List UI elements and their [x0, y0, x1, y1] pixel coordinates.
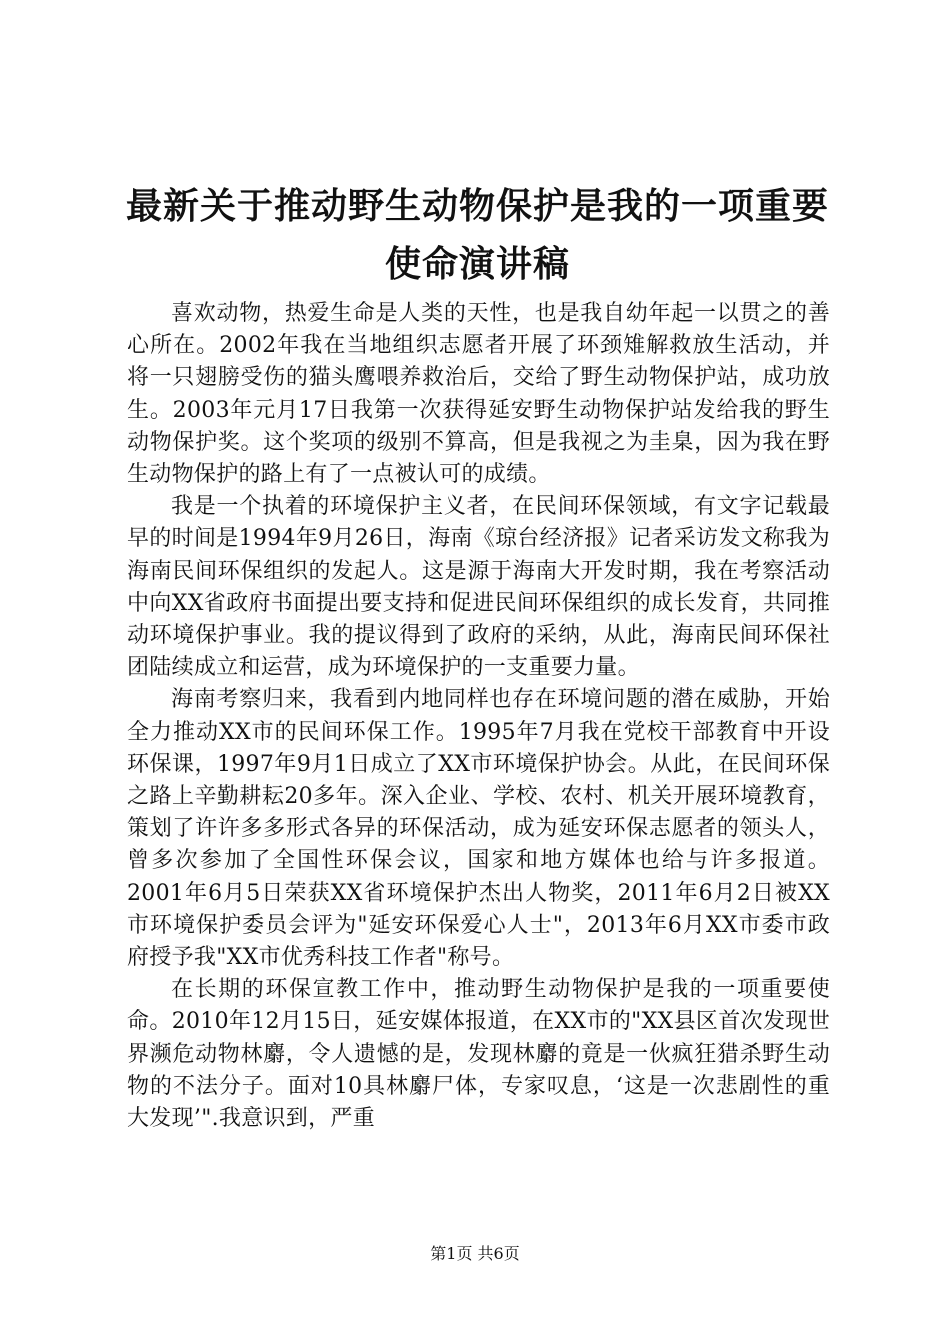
- paragraph: 在长期的环保宣教工作中，推动野生动物保护是我的一项重要使命。2010年12月15日，延安媒体报道，在XX市的"XX县区首次发现世界濒危动物林麝，令人遗憾的是，发现林麝的竟是一伙疯狂猎杀野生动物的不法分子。面对10具林麝尸体，专家叹息，‘这是一次悲剧性的重大发现’".我意识到，严重: [127, 977, 830, 1132]
- paragraph: 海南考察归来，我看到内地同样也存在环境问题的潜在威胁，开始全力推动XX市的民间环保工作。1995年7月我在党校干部教育中开设环保课，1997年9月1日成立了XX市环境保护协会。从此，在民间环保之路上辛勤耕耘20多年。深入企业、学校、农村、机关开展环境教育，策划了许许多多形式各异的环保活动，成为延安环保志愿者的领头人，曾多次参加了全国性环保会议，国家和地方媒体也给与许多报道。2001年6月5日荣获XX省环境保护杰出人物奖，2011年6月2日被XX市环境保护委员会评为"延安环保爱心人士"，2013年6月XX市委市政府授予我"XX市优秀科技工作者"称号。: [127, 687, 830, 971]
- document-body: [127, 298, 830, 1135]
- document-title: 最新关于推动野生动物保护是我的一项重要使命演讲稿: [125, 186, 829, 285]
- paragraph: 喜欢动物，热爱生命是人类的天性，也是我自幼年起一以贯之的善心所在。2002年我在当地组织志愿者开展了环颈雉解救放生活动，并将一只翅膀受伤的猫头鹰喂养救治后，交给了野生动物保护站，成功放生。2003年元月17日我第一次获得延安野生动物保护站发给我的野生动物保护奖。这个奖项的级别不算高，但是我视之为圭臬，因为我在野生动物保护的路上有了一点被认可的成绩。: [127, 301, 830, 488]
- paragraph: 我是一个执着的环境保护主义者，在民间环保领域，有文字记载最早的时间是1994年9月26日，海南《琼台经济报》记者采访发文称我为海南民间环保组织的发起人。这是源于海南大开发时期，我在考察活动中向XX省政府书面提出要支持和促进民间环保组织的成长发育，共同推动环境保护事业。我的提议得到了政府的采纳，从此，海南民间环保社团陆续成立和运营，成为环境保护的一支重要力量。: [127, 494, 830, 681]
- page-number-footer: 第1页 共6页: [430, 1244, 520, 1263]
